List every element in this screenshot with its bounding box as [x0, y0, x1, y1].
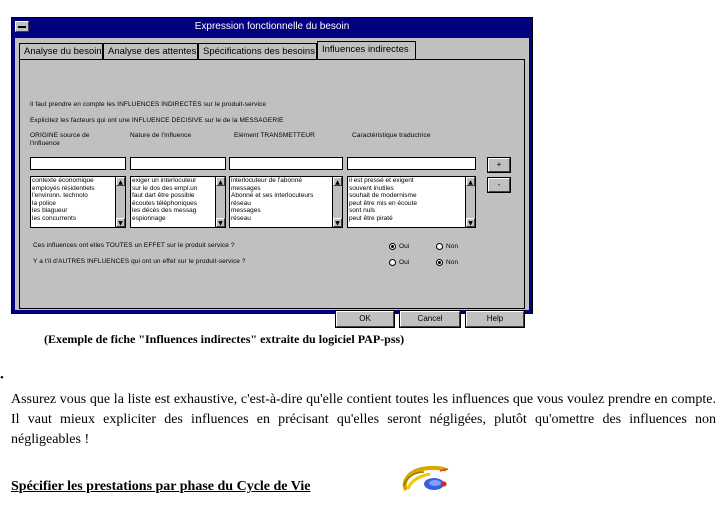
intro-line-2: Explicitez les facteurs qui ont une INFLUENCE DECISIVE sur le de la MESSAGERIE	[30, 117, 284, 124]
ok-button[interactable]: OK	[336, 311, 394, 327]
caracteristique-items	[349, 177, 465, 222]
q2-label-non: Non	[446, 259, 459, 266]
list-item[interactable]: faut dart être possible	[132, 192, 195, 199]
scroll-down-icon[interactable]: ▼	[466, 218, 475, 227]
question-autres-influences: Y a t'il d'AUTRES INFLUENCES qui ont un effet sur le produit-service ?	[33, 258, 246, 265]
scroll-up-icon[interactable]: ▲	[116, 177, 125, 186]
tab-analyse-besoin[interactable]	[19, 43, 103, 59]
list-item[interactable]: il est pressé et exigent	[349, 177, 414, 184]
comet-logo-icon	[400, 464, 452, 494]
list-item[interactable]: peut être mis en écoute	[349, 199, 417, 207]
window-title: Expression fonctionnelle du besoin	[194, 21, 350, 32]
list-item[interactable]: souhait de modernisme	[349, 192, 417, 199]
cancel-button[interactable]: Cancel	[400, 311, 460, 327]
origine-listbox[interactable]	[30, 176, 126, 228]
q2-radio-oui[interactable]	[389, 259, 396, 266]
list-item[interactable]: les décès des messag	[132, 207, 197, 214]
scroll-up-icon[interactable]: ▲	[466, 177, 475, 186]
tab-label: Analyse du besoin	[24, 46, 102, 57]
nature-listbox[interactable]	[130, 176, 226, 228]
tab-analyse-attentes[interactable]	[103, 43, 198, 59]
tab-label: Spécifications des besoins	[203, 46, 315, 57]
dialog-client-area	[15, 38, 529, 323]
help-button[interactable]: Help	[466, 311, 524, 327]
list-item[interactable]: souvent inutiles	[349, 184, 394, 192]
origine-input[interactable]	[30, 157, 126, 170]
caracteristique-listbox[interactable]	[347, 176, 476, 228]
tab-label: Influences indirectes	[322, 44, 409, 55]
q2-radio-non[interactable]	[436, 259, 443, 266]
scrollbar[interactable]	[215, 177, 225, 227]
bullet-marker: •	[0, 372, 4, 384]
list-item[interactable]: peut être piraté	[349, 214, 393, 222]
list-item[interactable]: l'environn. technolo	[32, 192, 88, 199]
intro-line-1: Il faut prendre en compte les INFLUENCES INDIRECTES sur le produit-service	[30, 101, 267, 108]
title-bar[interactable]	[12, 18, 532, 36]
list-item[interactable]: exiger un interlocuteur	[132, 177, 197, 184]
list-item[interactable]: sont nuls	[349, 207, 376, 214]
question-toutes-effet: Ces influences ont elles TOUTES un EFFET sur le produit service ?	[33, 242, 235, 249]
q2-label-oui: Oui	[399, 259, 410, 266]
q1-label-non: Non	[446, 243, 459, 250]
dialog-window	[11, 17, 533, 323]
origine-items	[32, 177, 115, 222]
nature-items	[132, 177, 215, 222]
remove-button[interactable]: -	[488, 178, 510, 192]
column-header-origine-2: l'influence	[30, 140, 60, 147]
column-header-nature: Nature de l'influence	[130, 132, 192, 139]
list-item[interactable]: réseau	[231, 199, 251, 207]
section-heading[interactable]: Spécifier les prestations par phase du Cycle de Vie	[11, 479, 311, 494]
list-item[interactable]: les concurrents	[32, 214, 77, 222]
list-item[interactable]: les blagueur	[32, 207, 68, 214]
q1-radio-oui[interactable]	[389, 243, 396, 250]
list-item[interactable]: messages	[231, 207, 261, 214]
scroll-up-icon[interactable]: ▲	[216, 177, 225, 186]
scroll-down-icon[interactable]: ▼	[333, 218, 342, 227]
scrollbar[interactable]	[465, 177, 475, 227]
tab-panel-influences	[19, 59, 525, 309]
scroll-up-icon[interactable]: ▲	[333, 177, 342, 186]
list-item[interactable]: réseau	[231, 214, 251, 222]
scroll-down-icon[interactable]: ▼	[216, 218, 225, 227]
q1-label-oui: Oui	[399, 243, 410, 250]
add-button[interactable]: +	[488, 158, 510, 172]
column-header-caracteristique: Caractéristique traductrice	[352, 132, 431, 139]
list-item[interactable]: interlocuteur de l'abonné	[231, 177, 302, 184]
column-header-origine: ORIGINE source de	[30, 132, 90, 139]
element-input[interactable]	[229, 157, 343, 170]
element-listbox[interactable]	[229, 176, 343, 228]
tab-influences-indirectes[interactable]	[317, 41, 416, 60]
scroll-down-icon[interactable]: ▼	[116, 218, 125, 227]
nature-input[interactable]	[130, 157, 226, 170]
list-item[interactable]: la police	[32, 199, 56, 207]
list-item[interactable]: écoutes téléphoniques	[132, 199, 198, 207]
scrollbar[interactable]	[115, 177, 125, 227]
tab-specifications-besoins[interactable]	[198, 43, 317, 59]
column-header-element: Elément TRANSMETTEUR	[234, 132, 315, 139]
body-paragraph: Assurez vous que la liste est exhaustive, c'est-à-dire qu'elle contient toutes les influences que vous voulez prendre en compte. Il vaut mieux expliciter des influences en précisant qu'elles seront négligées, plutôt qu'omettre des influences non négligeables !	[11, 392, 716, 447]
caracteristique-input[interactable]	[347, 157, 476, 170]
system-menu-icon[interactable]	[15, 21, 29, 32]
figure-caption: (Exemple de fiche "Influences indirectes" extraite du logiciel PAP-pss)	[44, 332, 405, 346]
list-item[interactable]: messages	[231, 184, 261, 192]
list-item[interactable]: espionnage	[132, 214, 166, 222]
tab-label: Analyse des attentes	[108, 46, 197, 57]
list-item[interactable]: contexte économique	[32, 177, 94, 184]
list-item[interactable]: Abonné et ses interlocuteurs	[231, 192, 314, 199]
element-items	[231, 177, 332, 222]
scrollbar[interactable]	[332, 177, 342, 227]
q1-radio-non[interactable]	[436, 243, 443, 250]
list-item[interactable]: sur le dos des empl.un	[132, 184, 198, 192]
list-item[interactable]: employés résidentiels	[32, 184, 95, 192]
